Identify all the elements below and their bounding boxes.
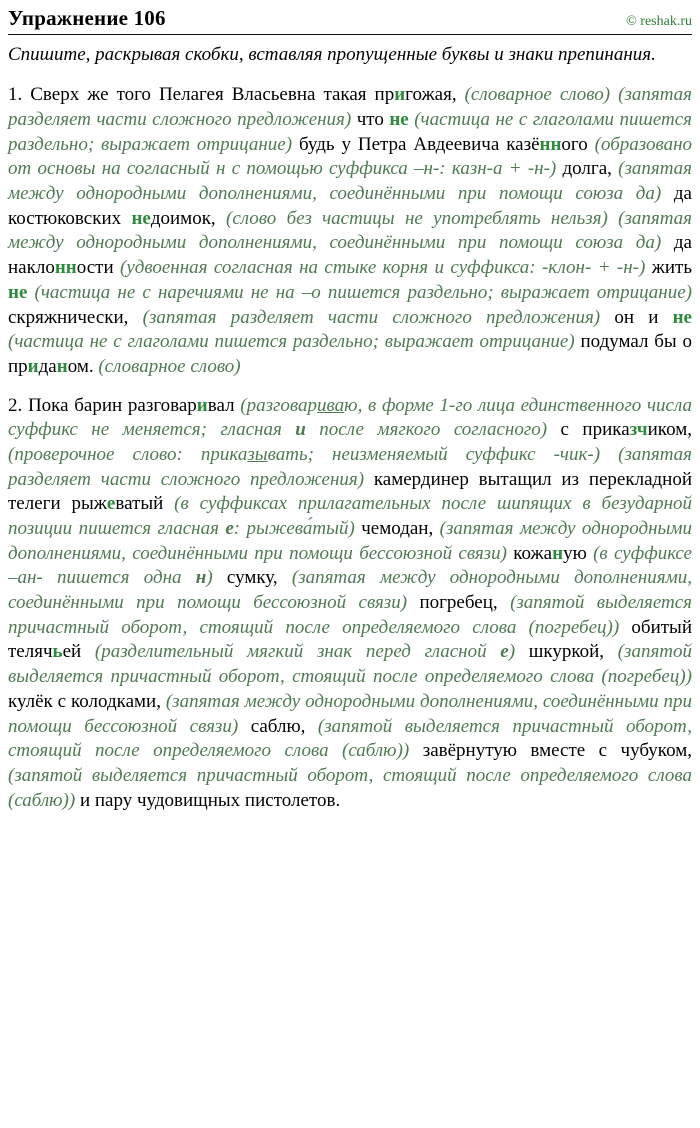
- explanation-note: (запятая между однородными дополнениями, соединёнными при помощи бессоюзной связи): [8, 518, 692, 564]
- inserted-letter: н: [56, 355, 68, 377]
- explanation-note: (запятой выделяется причастный оборот, стоящий после определяемого слова (погребец)): [8, 641, 693, 688]
- inserted-letter: не: [672, 306, 692, 328]
- explanation-note: (запятая разделяет части сложного предложения): [128, 306, 615, 328]
- explanation-note: (в суффиксах прилагательных после шипящих в безударной позиции пишется гласная: [8, 493, 692, 539]
- inserted-letter: зч: [629, 419, 648, 441]
- inserted-letter: и: [394, 84, 406, 106]
- explanation-note: (образовано от основы на согласный н с помощью суффикса –н-: казн-а + -н-): [8, 133, 692, 180]
- explanation-keyword: и: [295, 419, 306, 441]
- explanation-note: после мягкого согласного): [305, 419, 561, 441]
- inserted-letter: нн: [54, 257, 77, 279]
- explanation-note: (запятая между однородными дополнениями, соединёнными при помощи союза да): [8, 158, 693, 205]
- explanation-note: (запятой выделяется причастный оборот, стоящий после определяемого слова (погребец)): [8, 592, 692, 638]
- explanation-note: (слово без частицы не употреблять нельзя) (запятая между однородными дополнениями, соединёнными при помощи союза да): [8, 207, 692, 254]
- explanation-note: вать; неизменяемый суффикс -чик-) (запятая разделяет части сложного предложения): [8, 443, 692, 490]
- explanation-note: (удвоенная согласная на стыке корня и суффикса: -клон- + -н-): [113, 257, 652, 279]
- explanation-note: (запятой выделяется причастный оборот, стоящий после определяемого слова (саблю)): [8, 764, 692, 811]
- explanation-note: (словарное слово) (запятая разделяет части сложного предложения): [8, 84, 692, 130]
- explanation-note: (проверочное слово: прика: [8, 443, 248, 465]
- task-instruction: Спишите, раскрывая скобки, вставляя пропущенные буквы и знаки препинания.: [8, 44, 656, 65]
- inserted-letter: не: [389, 109, 409, 130]
- inserted-letter: и: [196, 394, 208, 416]
- explanation-note: (словарное слово): [93, 355, 241, 377]
- inserted-letter: н: [552, 542, 564, 564]
- inserted-letter: нн: [539, 133, 562, 155]
- inserted-letter: е: [106, 493, 116, 515]
- inserted-letter: ь: [52, 641, 63, 663]
- explanation-note: (запятая между однородными дополнениями, соединёнными при помощи бессоюзной связи): [8, 567, 692, 614]
- page-header: [8, 6, 692, 35]
- inserted-letter: не: [131, 207, 151, 229]
- answer-paragraph-1: 1. Сверх же того Пелагея Власьевна такая пригожая, (словарное слово) (запятая разделяет части сложного предложения) что не (частица не с глаголами пишется раздельно; выражает отрицание) будь у Петра Авдеевича казённого (образовано от основы на согласный н с помощью суффикса –н-: казн-а + -н-) долга, (запятая между однородными дополнениями, соединёнными при помощи союза да) да костюковских недоимок, (слово без частицы не употреблять нельзя) (запятая между однородными дополнениями, соединёнными при помощи союза да) да наклонности (удвоенная согласная на стыке корня и суффикса: -клон- + -н-) жить не (частица не с наречиями не на –о пишется раздельно; выражает отрицание) скряжнически, (запятая разделяет части сложного предложения) он и не (частица не с глаголами пишется раздельно; выражает отрицание) подумал бы о приданом. (словарное слово): [8, 84, 693, 377]
- explanation-keyword: е: [225, 518, 234, 539]
- explanation-note: (запятой выделяется причастный оборот, стоящий после определяемого слова (саблю)): [8, 715, 692, 762]
- explanation-note: ю, в форме 1-го лица единственного числа суффикс не меняется; гласная: [8, 394, 692, 441]
- page-title: Упражнение 106: [8, 6, 166, 30]
- explanation-note: (в суффиксе –ан- пишется одна: [8, 542, 692, 589]
- explanation-note: (частица не с глаголами пишется раздельно; выражает отрицание): [8, 331, 581, 353]
- explanation-note: (запятая между однородными дополнениями, соединёнными при помощи бессоюзной связи): [8, 690, 692, 737]
- explanation-note: ): [508, 641, 529, 663]
- inserted-letter: и: [27, 355, 39, 377]
- explanation-note: (частица не с глаголами пишется раздельно; выражает отрицание): [8, 109, 693, 155]
- explanation-keyword: н: [195, 567, 207, 589]
- inserted-letter: не: [8, 281, 28, 303]
- explanation-underline: зы: [247, 443, 268, 465]
- explanation-note: (частица не с наречиями не на –о пишется раздельно; выражает отрицание): [27, 281, 692, 303]
- explanation-note: : рыжева́тый): [233, 518, 362, 539]
- explanation-note: ): [206, 567, 227, 589]
- explanation-keyword: е: [500, 641, 509, 663]
- site-watermark: © reshak.ru: [626, 14, 692, 29]
- explanation-note: (разговар: [234, 394, 318, 416]
- explanation-note: (разделительный мягкий знак перед гласной: [81, 641, 501, 663]
- answer-body: [8, 83, 692, 813]
- explanation-underline: ива: [317, 394, 345, 416]
- answer-paragraph-2: 2. Пока барин разговаривал (разговариваю, в форме 1-го лица единственного числа суффикс не меняется; гласная и после мягкого согласного) с приказчиком, (проверочное слово: приказывать; неизменяемый суффикс -чик-) (запятая разделяет части сложного предложения) камердинер вытащил из перекладной телеги рыжеватый (в суффиксах прилагательных после шипящих в безударной позиции пишется гласная е: рыжева́тый) чемодан, (запятая между однородными дополнениями, соединёнными при помощи бессоюзной связи) кожаную (в суффиксе –ан- пишется одна н) сумку, (запятая между однородными дополнениями, соединёнными при помощи бессоюзной связи) погребец, (запятой выделяется причастный оборот, стоящий после определяемого слова (погребец)) обитый телячьей (разделительный мягкий знак перед гласной е) шкуркой, (запятой выделяется причастный оборот, стоящий после определяемого слова (погребец)) кулёк с колодками, (запятая между однородными дополнениями, соединёнными при помощи бессоюзной связи) саблю, (запятой выделяется причастный оборот, стоящий после определяемого слова (саблю)) завёрнутую вместе с чубуком, (запятой выделяется причастный оборот, стоящий после определяемого слова (саблю)) и пару чудовищных пистолетов.: [8, 394, 693, 811]
